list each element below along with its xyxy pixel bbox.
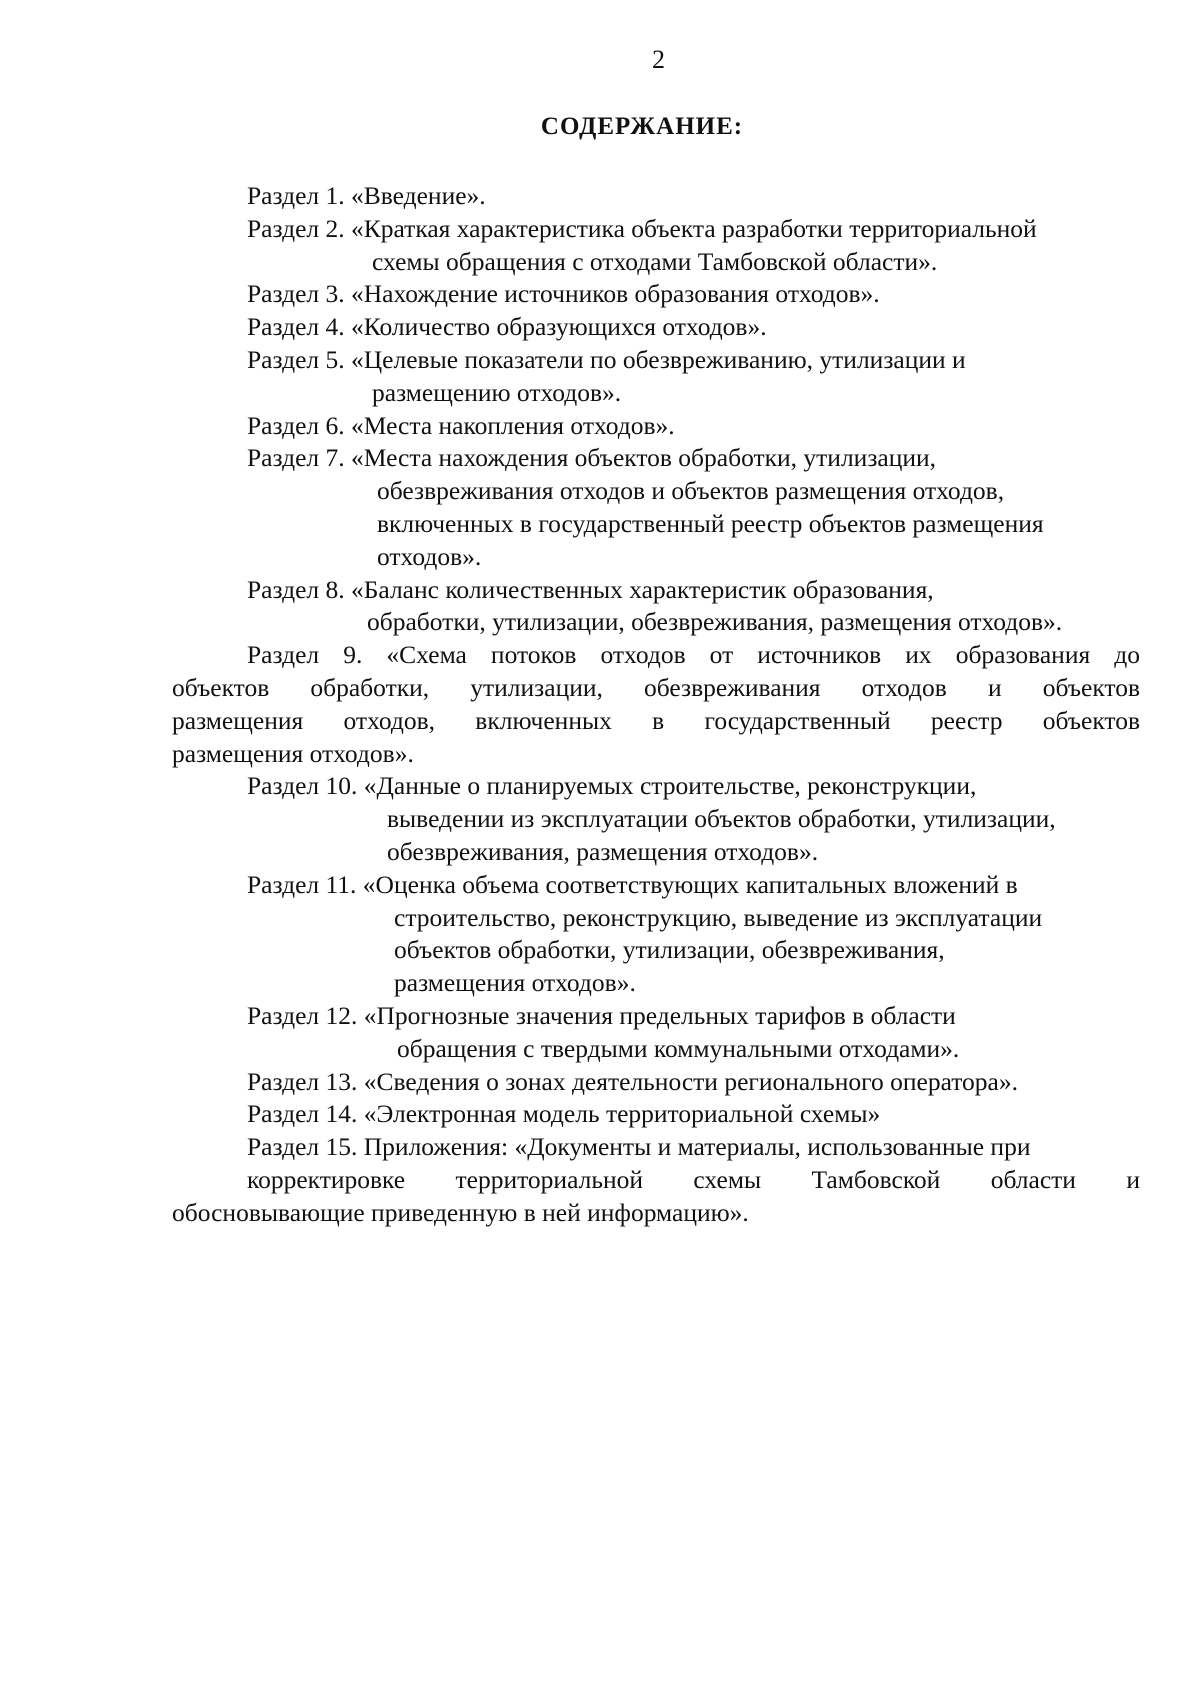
toc-entry-1: [172, 180, 1140, 213]
toc-entry-line: Раздел 2. «Краткая характеристика объекта разработки территориальной: [247, 213, 1037, 243]
toc-entry-8: [172, 574, 1140, 640]
toc-entry-line: корректировке территориальной схемы Тамбовской области и: [247, 1164, 1140, 1194]
toc-entry-line: обосновывающие приведенную в ней информацию».: [172, 1197, 749, 1227]
toc-entry-line: Раздел 15. Приложения: «Документы и материалы, использованные при: [247, 1132, 1031, 1162]
toc-entry-line: схемы обращения с отходами Тамбовской области».: [372, 246, 938, 276]
toc-entry-line: Раздел 14. «Электронная модель территориальной схемы»: [247, 1099, 881, 1129]
toc-entry-line: строительство, реконструкцию, выведение из эксплуатации: [394, 902, 1043, 932]
toc-entry-line: Раздел 3. «Нахождение источников образования отходов».: [247, 279, 880, 309]
toc-entry-line: отходов».: [377, 541, 482, 571]
toc-entry-line: Раздел 13. «Сведения о зонах деятельности регионального оператора».: [247, 1066, 1019, 1096]
toc-entry-line: Раздел 11. «Оценка объема соответствующих капитальных вложений в: [247, 869, 1018, 899]
toc-entry-line: обращения с твердыми коммунальными отходами».: [397, 1033, 960, 1063]
page-title: СОДЕРЖАНИЕ:: [540, 113, 744, 140]
toc-entry-line: Раздел 6. «Места накопления отходов».: [247, 410, 675, 440]
toc-entry-line: объектов обработки, утилизации, обезвреживания отходов и объектов: [172, 672, 1140, 702]
toc-entry-line: обработки, утилизации, обезвреживания, размещения отходов».: [367, 607, 1063, 637]
toc-entry-line: Раздел 10. «Данные о планируемых строительстве, реконструкции,: [247, 771, 977, 801]
toc-entry-line: Раздел 5. «Целевые показатели по обезвреживанию, утилизации и: [247, 344, 966, 374]
toc-entry-line: Раздел 7. «Места нахождения объектов обработки, утилизации,: [247, 443, 937, 473]
toc-entry-line: Раздел 12. «Прогнозные значения предельных тарифов в области: [247, 1000, 956, 1030]
toc-entry-14: [172, 1098, 1140, 1131]
page-number: 2: [652, 45, 665, 74]
toc-entry-line: размещения отходов, включенных в государственный реестр объектов: [172, 705, 1140, 735]
toc-entry-line: Раздел 9. «Схема потоков отходов от источников их образования до: [247, 640, 1140, 670]
toc-entry-9: [172, 639, 1140, 770]
toc-entry-4: [172, 311, 1140, 344]
toc-entry-line: выведении из эксплуатации объектов обработки, утилизации,: [387, 804, 1056, 834]
toc-entry-13: [172, 1066, 1140, 1099]
toc-entry-10: [172, 770, 1140, 868]
toc-entry-line: объектов обработки, утилизации, обезвреживания,: [394, 935, 945, 965]
toc-entry-11: [172, 869, 1140, 1000]
toc-entry-line: включенных в государственный реестр объектов размещения: [377, 508, 1044, 538]
toc-entry-line: размещения отходов».: [394, 968, 636, 998]
toc-entry-5: [172, 344, 1140, 410]
toc-entry-line: Раздел 1. «Введение».: [247, 181, 486, 210]
toc-entry-2: [172, 213, 1140, 279]
toc-entry-6: [172, 410, 1140, 443]
toc-entry-line: Раздел 8. «Баланс количественных характеристик образования,: [247, 574, 934, 604]
toc-entry-7: [172, 442, 1140, 573]
toc-entry-15: [172, 1131, 1140, 1229]
toc-entry-line: размещению отходов».: [372, 377, 622, 407]
toc-entry-line: размещения отходов».: [172, 738, 414, 768]
toc-entry-line: Раздел 4. «Количество образующихся отходов».: [247, 312, 767, 342]
toc-entry-3: [172, 278, 1140, 311]
toc-entry-line: обезвреживания, размещения отходов».: [387, 836, 819, 866]
table-of-contents: [172, 180, 1140, 1230]
toc-entry-line: обезвреживания отходов и объектов размещения отходов,: [377, 476, 1005, 506]
toc-entry-12: [172, 1000, 1140, 1066]
